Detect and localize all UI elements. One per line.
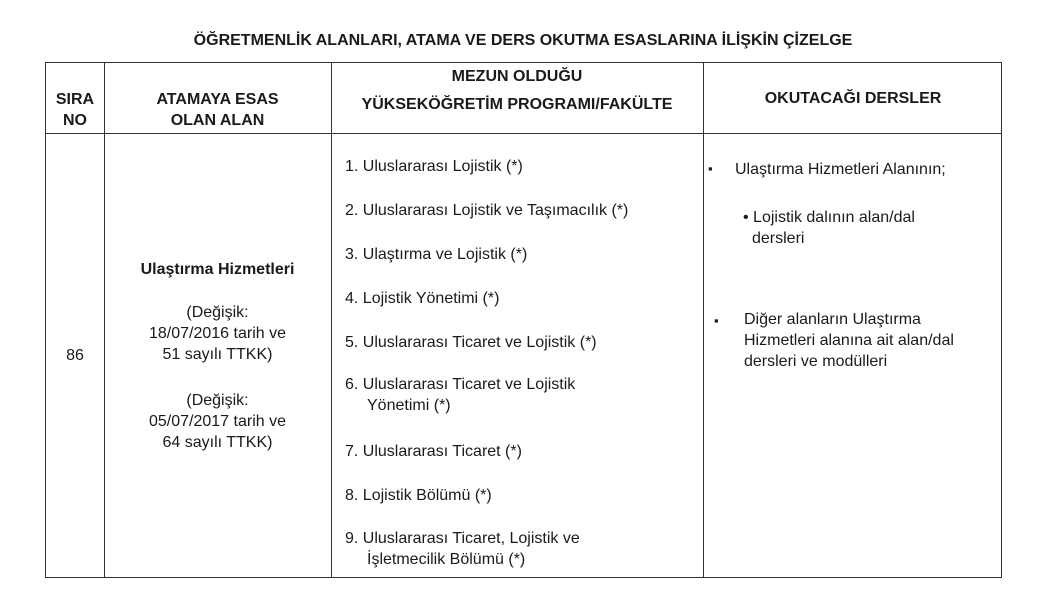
program-item-1: 1. Uluslararası Lojistik (*)	[345, 158, 523, 175]
program-item-2: 2. Uluslararası Lojistik ve Taşımacılık (*)	[345, 202, 629, 219]
column-divider	[331, 63, 332, 577]
change-note-1-line: 18/07/2016 tarih ve	[149, 325, 286, 342]
dersler-item-2-line: dersleri ve modülleri	[744, 353, 888, 370]
program-item-9	[345, 528, 580, 570]
program-item-7: 7. Uluslararası Ticaret (*)	[345, 443, 522, 460]
program-item-8: 8. Lojistik Bölümü (*)	[345, 487, 492, 504]
header-sira-line2: NO	[63, 112, 87, 129]
dersler-item-2-line: Diğer alanların Ulaştırma	[744, 311, 921, 328]
program-item-9-line: 9. Uluslararası Ticaret, Lojistik ve	[345, 530, 580, 547]
square-bullet-icon: ▪	[714, 313, 719, 328]
dersler-item-2	[744, 309, 954, 372]
header-sira-no	[46, 89, 104, 131]
header-dersler: OKUTACAĞI DERSLER	[764, 90, 942, 107]
header-alan-line1: ATAMAYA ESAS	[156, 91, 279, 108]
change-note-1-line: (Değişik:	[186, 304, 249, 321]
dersler-item-2-line: Hizmetleri alanına ait alan/dal	[744, 332, 954, 349]
column-divider	[703, 63, 704, 577]
header-program-line1: MEZUN OLDUĞU	[451, 68, 583, 85]
program-item-6-line: 6. Uluslararası Ticaret ve Lojistik	[345, 376, 576, 393]
header-program-line2: YÜKSEKÖĞRETİM PROGRAMI/FAKÜLTE	[361, 96, 673, 113]
header-atamaya-esas-alan	[104, 89, 331, 131]
assignment-table	[45, 62, 1002, 578]
dersler-item-1: Ulaştırma Hizmetleri Alanının;	[735, 161, 946, 178]
dersler-subitem-1-line: dersleri	[752, 230, 805, 247]
page-title: ÖĞRETMENLİK ALANLARI, ATAMA VE DERS OKUTMA ESASLARINA İLİŞKİN ÇİZELGE	[193, 32, 853, 49]
header-sira-line1: SIRA	[55, 91, 95, 108]
change-note-2-line: (Değişik:	[186, 392, 249, 409]
change-note-1-line: 51 sayılı TTKK)	[162, 346, 273, 363]
header-alan-line2: OLAN ALAN	[170, 112, 265, 129]
program-item-6	[345, 374, 575, 416]
program-item-9-cont: İşletmecilik Bölümü (*)	[367, 551, 526, 568]
program-item-3: 3. Ulaştırma ve Lojistik (*)	[345, 246, 528, 263]
change-note-2	[104, 390, 331, 453]
program-item-4: 4. Lojistik Yönetimi (*)	[345, 290, 500, 307]
dersler-subitem-1	[743, 207, 915, 249]
dersler-subitem-1-line: • Lojistik dalının alan/dal	[743, 209, 915, 226]
sira-no-cell: 86	[66, 347, 84, 364]
square-bullet-icon: ▪	[708, 161, 713, 176]
change-note-2-line: 64 sayılı TTKK)	[162, 434, 273, 451]
change-note-1	[104, 302, 331, 365]
program-item-5: 5. Uluslararası Ticaret ve Lojistik (*)	[345, 334, 597, 351]
change-note-2-line: 05/07/2017 tarih ve	[149, 413, 286, 430]
alan-name: Ulaştırma Hizmetleri	[140, 261, 295, 278]
program-item-6-cont: Yönetimi (*)	[367, 397, 451, 414]
header-program	[331, 66, 703, 115]
header-divider	[46, 133, 1001, 134]
